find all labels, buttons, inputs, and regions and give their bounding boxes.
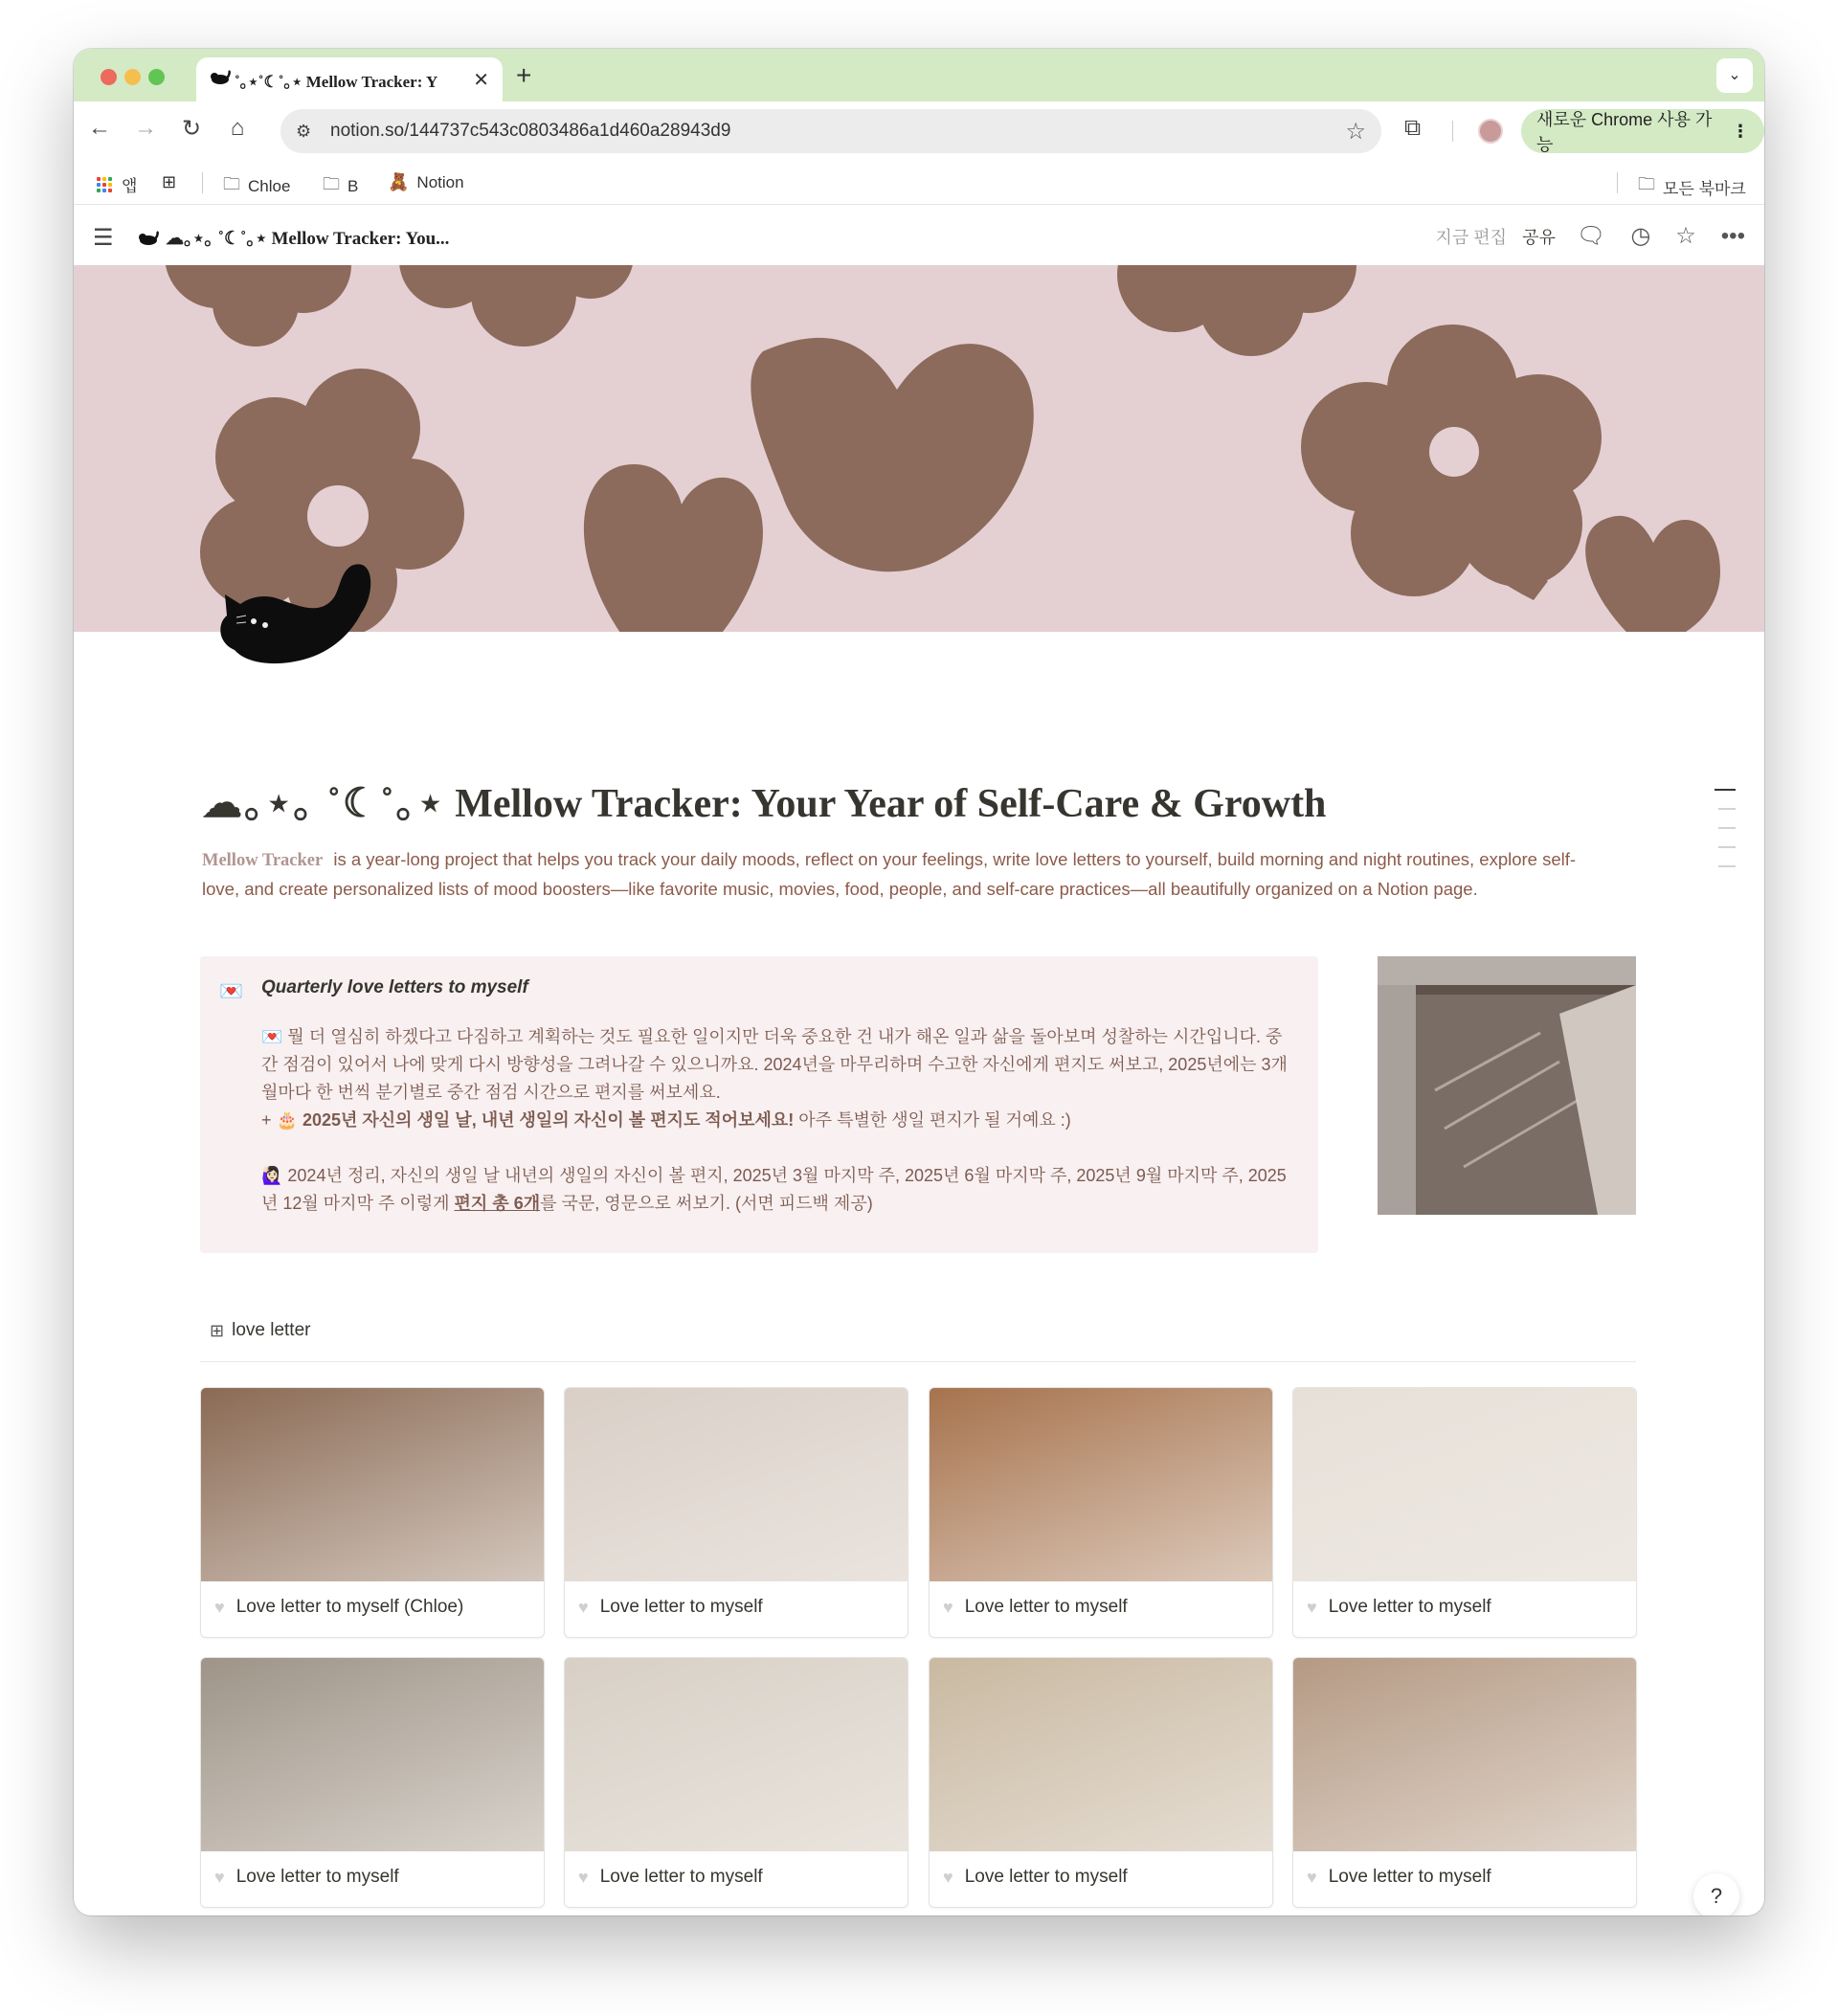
page-description[interactable]: [202, 845, 1609, 903]
callout-paragraph-2: [261, 1107, 1295, 1134]
bookmark-notion[interactable]: [388, 172, 464, 192]
close-window-button[interactable]: [101, 69, 117, 85]
description-text: is a year-long project that helps you track your daily moods, reflect on your feelings, write love letters to yourself, build morning and night routines, explore self-love, and create personalized lists of mood boosters—like favorite music, movies, food, people, and self-care practices—all beautifully organized on a Notion page.: [202, 849, 1577, 899]
description-highlight: Mellow Tracker: [202, 851, 324, 870]
active-tab[interactable]: [196, 57, 503, 101]
clock-history-icon[interactable]: ◷: [1630, 223, 1651, 249]
site-settings-icon[interactable]: ⚙: [296, 121, 312, 141]
maximize-window-button[interactable]: [148, 69, 165, 85]
browser-window: [74, 49, 1764, 1915]
tab-title: ˚｡⋆˚☾˚｡⋆ Mellow Tracker: Y: [235, 72, 438, 91]
tab-strip: [74, 49, 1764, 101]
love-letter-icon: 💌: [219, 981, 243, 1002]
close-tab-icon[interactable]: ✕: [473, 69, 489, 91]
cat-icon: [210, 69, 235, 91]
page-title-text: Mellow Tracker: Your Year of Self-Care & Growth: [455, 782, 1327, 826]
gallery-card-cover: [201, 1658, 544, 1851]
reload-icon[interactable]: ↻: [181, 116, 202, 142]
callout-p2-prefix: + 🎂: [261, 1110, 303, 1130]
update-label: 새로운 Chrome 사용 가능: [1536, 110, 1713, 154]
comment-icon[interactable]: 🗨: [1576, 223, 1606, 249]
bookmark-apps-label: 앱: [122, 177, 138, 195]
white-heart-icon: ♥: [214, 1867, 225, 1887]
callout-paragraph-1: 💌 뭘 더 열심히 하겠다고 다짐하고 계획하는 것도 필요한 일이지만 더욱 중요한 건 내가 해온 일과 삶을 돌아보며 성찰하는 시간입니다. 중간 점검이 있어서 나에 맞게 다시 방향성을 그려나갈 수 있으니까요. 2024년을 마무리하며 수고한 자신에게 편지도 써보고, 2025년에는 3개월마다 한 번씩 분기별로 중간 점검 시간으로 편지를 써보세요.: [261, 1027, 1288, 1102]
chrome-update-button[interactable]: [1521, 109, 1764, 153]
gallery-card[interactable]: [1292, 1657, 1637, 1908]
tab-search-chevron-icon[interactable]: ⌄: [1716, 58, 1753, 93]
gallery-card-title: Love letter to myself: [599, 1597, 763, 1617]
white-heart-icon: ♥: [578, 1867, 589, 1887]
gallery-card-title: Love letter to myself: [1328, 1867, 1491, 1887]
breadcrumb[interactable]: [137, 224, 449, 250]
gallery-view-tab[interactable]: [210, 1320, 310, 1341]
bookmark-b-label: B: [347, 177, 359, 195]
grid-icon: ⊞: [162, 172, 177, 191]
white-heart-icon: ♥: [943, 1867, 953, 1887]
page-icon-cat[interactable]: [208, 547, 380, 681]
gallery-card-caption: [578, 1867, 763, 1888]
callout-p3-prefix: 🙋🏻‍♀️ 2024년 정리, 자신의 생일 날 내년의 생일의 자신이 볼 편지, 2025년 3월 마지막 주, 2025년 6월 마지막 주, 2025년 9월 마지막 주, 2025년 12월 마지막 주 이렇게: [261, 1166, 1287, 1213]
callout-paragraph-3: [261, 1162, 1295, 1218]
home-icon[interactable]: ⌂: [230, 115, 245, 141]
gallery-card-caption: [578, 1597, 763, 1618]
favorite-star-icon[interactable]: ☆: [1675, 223, 1696, 249]
forward-arrow-icon[interactable]: →: [134, 115, 157, 141]
bookmark-all[interactable]: [1638, 172, 1746, 201]
bookmark-chloe-label: Chloe: [248, 177, 291, 195]
white-heart-icon: ♥: [578, 1597, 589, 1617]
bookmark-apps[interactable]: [97, 172, 137, 196]
gallery-card[interactable]: [1292, 1387, 1637, 1638]
gallery-card-title: Love letter to myself: [964, 1597, 1128, 1617]
callout-p3-underline: 편지 총 6개: [454, 1194, 541, 1213]
bookmark-all-label: 모든 북마크: [1663, 179, 1746, 198]
callout-p2-rest: 아주 특별한 생일 편지가 될 거예요 :): [794, 1110, 1071, 1130]
more-vertical-icon[interactable]: ⋮: [1732, 121, 1749, 141]
callout-p3-rest: 를 국문, 영문으로 써보기. (서면 피드백 제공): [540, 1194, 873, 1213]
bookmarks-divider: [202, 172, 203, 193]
gallery-card-caption: [214, 1867, 399, 1888]
share-button[interactable]: 공유: [1522, 227, 1556, 247]
bookmark-notion-label: Notion: [416, 172, 464, 191]
gallery-card-caption: [1307, 1597, 1491, 1618]
edited-status: 지금 편집: [1435, 227, 1508, 247]
gallery-card[interactable]: [564, 1657, 908, 1908]
gallery-card-title: Love letter to myself: [964, 1867, 1128, 1887]
title-decoration: ☁︎｡⋆｡ ˚☾˚｡⋆: [202, 782, 445, 826]
bookmark-star-icon[interactable]: ☆: [1345, 118, 1366, 145]
gallery-card-title: Love letter to myself: [599, 1867, 763, 1887]
cat-icon: [137, 231, 160, 246]
bookmark-folder-chloe[interactable]: [223, 172, 290, 201]
table-of-contents-minimap[interactable]: [1715, 789, 1736, 885]
bookmark-folder-b[interactable]: [323, 172, 358, 201]
topbar-actions: [1436, 222, 1746, 250]
callout-title: Quarterly love letters to myself: [261, 977, 528, 997]
gallery-card[interactable]: [929, 1387, 1273, 1638]
gallery-card[interactable]: [200, 1657, 545, 1908]
mirror-photo-graphic: [1378, 956, 1636, 1215]
gallery-card-cover: [565, 1388, 908, 1581]
extensions-puzzle-icon[interactable]: ⧉: [1404, 115, 1422, 141]
breadcrumb-text: ☁︎｡⋆｡ ˚☾˚｡⋆ Mellow Tracker: You...: [166, 229, 450, 249]
gallery-card[interactable]: [929, 1657, 1273, 1908]
folder-icon: 🗀: [1638, 174, 1655, 193]
today-is-your-day-photo[interactable]: [1378, 956, 1636, 1215]
gallery-grid-icon: ⊞: [210, 1320, 225, 1340]
notion-topbar: [74, 205, 1764, 265]
gallery-card-title: Love letter to myself (Chloe): [235, 1597, 464, 1617]
gallery-card-caption: [1307, 1867, 1491, 1888]
white-heart-icon: ♥: [943, 1597, 953, 1617]
gallery-card[interactable]: [564, 1387, 908, 1638]
back-arrow-icon[interactable]: ←: [88, 115, 111, 141]
gallery-card-cover: [565, 1658, 908, 1851]
gallery-card-title: Love letter to myself: [235, 1867, 399, 1887]
black-cat-icon: [208, 547, 380, 681]
more-horizontal-icon[interactable]: •••: [1720, 222, 1745, 249]
bookmarks-divider: [1617, 172, 1618, 193]
gallery-card-cover: [1293, 1388, 1636, 1581]
url-text[interactable]: notion.so/144737c543c0803486a1d460a28943d9: [330, 121, 731, 141]
toolbar-divider: [1452, 121, 1453, 142]
gallery-card-caption: [214, 1597, 463, 1618]
address-bar[interactable]: [280, 109, 1381, 153]
white-heart-icon: ♥: [1307, 1597, 1317, 1617]
gallery-title: love letter: [232, 1320, 311, 1340]
gallery-card-cover: [1293, 1658, 1636, 1851]
minimize-window-button[interactable]: [124, 69, 141, 85]
tab-groups-button[interactable]: [162, 172, 184, 192]
browser-toolbar: [74, 101, 1764, 161]
white-heart-icon: ♥: [1307, 1867, 1317, 1887]
menu-hamburger-icon[interactable]: ☰: [93, 225, 114, 251]
folder-icon: 🗀: [223, 174, 240, 193]
bookmarks-bar: [74, 161, 1764, 205]
folder-icon: 🗀: [323, 174, 340, 193]
callout-block[interactable]: [200, 956, 1318, 1253]
callout-p2-bold: 2025년 자신의 생일 날, 내년 생일의 자신이 볼 편지도 적어보세요!: [302, 1110, 795, 1130]
callout-spacer: [261, 1134, 1295, 1162]
gallery-card-cover: [201, 1388, 544, 1581]
profile-avatar[interactable]: [1478, 119, 1503, 144]
gallery-card-title: Love letter to myself: [1328, 1597, 1491, 1617]
page-title[interactable]: [202, 772, 1326, 829]
gallery-card-cover: [930, 1658, 1272, 1851]
gallery-card[interactable]: [200, 1387, 545, 1638]
notion-favicon-icon: 🧸: [388, 172, 410, 191]
gallery-card-caption: [943, 1597, 1128, 1618]
apps-grid-icon: [97, 177, 112, 192]
gallery-divider: [200, 1361, 1636, 1362]
help-button[interactable]: ?: [1693, 1873, 1739, 1915]
white-heart-icon: ♥: [214, 1597, 225, 1617]
gallery-card-cover: [930, 1388, 1272, 1581]
gallery-card-caption: [943, 1867, 1128, 1888]
new-tab-button[interactable]: +: [516, 60, 532, 90]
